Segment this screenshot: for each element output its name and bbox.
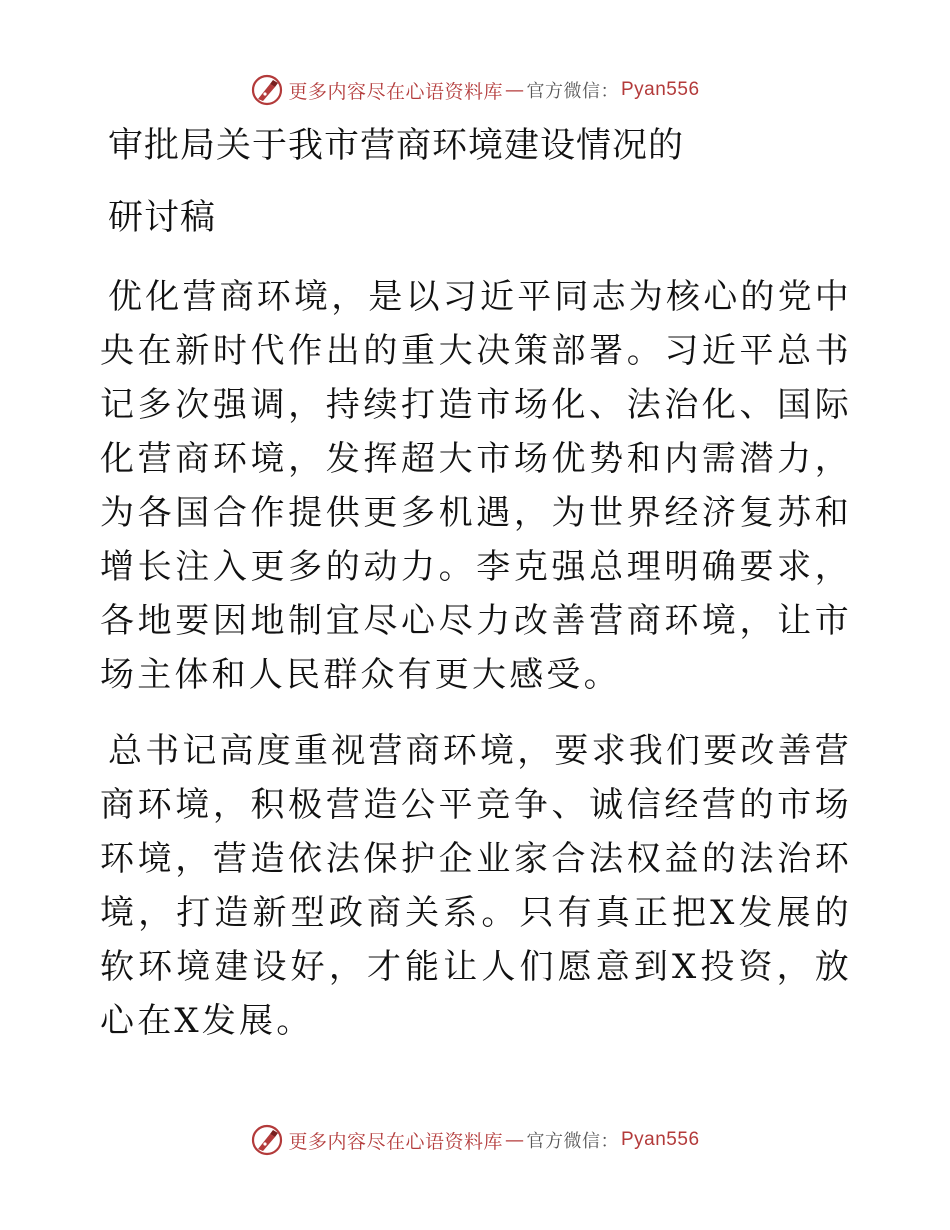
watermark-footer (0, 1120, 950, 1160)
watermark-wechat-id: Pyan556 (621, 79, 700, 100)
watermark-separator: — (505, 79, 525, 101)
body-paragraph-1: 优化营商环境，是以习近平同志为核心的党中央在新时代作出的重大决策部署。习近平总书记多次强调，持续打造市场化、法治化、国际化营商环境，发挥超大市场优势和内需潜力，为各国合作提供更多机遇，为世界经济复苏和增长注入更多的动力。李克强总理明确要求，各地要因地制宜尽心尽力改善营商环境，让市场主体和人民群众有更大感受。 (100, 277, 852, 695)
watermark-text: 更多内容尽在心语资料库 (288, 1130, 503, 1153)
watermark-official-label: 官方微信： (526, 81, 619, 102)
body-paragraph-2: 总书记高度重视营商环境，要求我们要改善营商环境，积极营造公平竞争、诚信经营的市场环境，营造依法保护企业家合法权益的法治环境，打造新型政商关系。只有真正把X发展的软环境建设好，才能让人们愿意到X投资，放心在X发展。 (100, 731, 852, 1041)
pen-nib-logo-icon (250, 73, 284, 107)
pen-nib-logo-icon (250, 1123, 284, 1157)
watermark-header (0, 70, 950, 110)
watermark-official-label: 官方微信： (526, 1131, 619, 1152)
document-title-line-1: 审批局关于我市营商环境建设情况的 (108, 126, 685, 166)
watermark-separator: — (505, 1129, 525, 1151)
watermark-text: 更多内容尽在心语资料库 (288, 80, 503, 103)
watermark-wechat-id: Pyan556 (621, 1129, 700, 1150)
document-title-line-2: 研讨稿 (108, 198, 217, 238)
